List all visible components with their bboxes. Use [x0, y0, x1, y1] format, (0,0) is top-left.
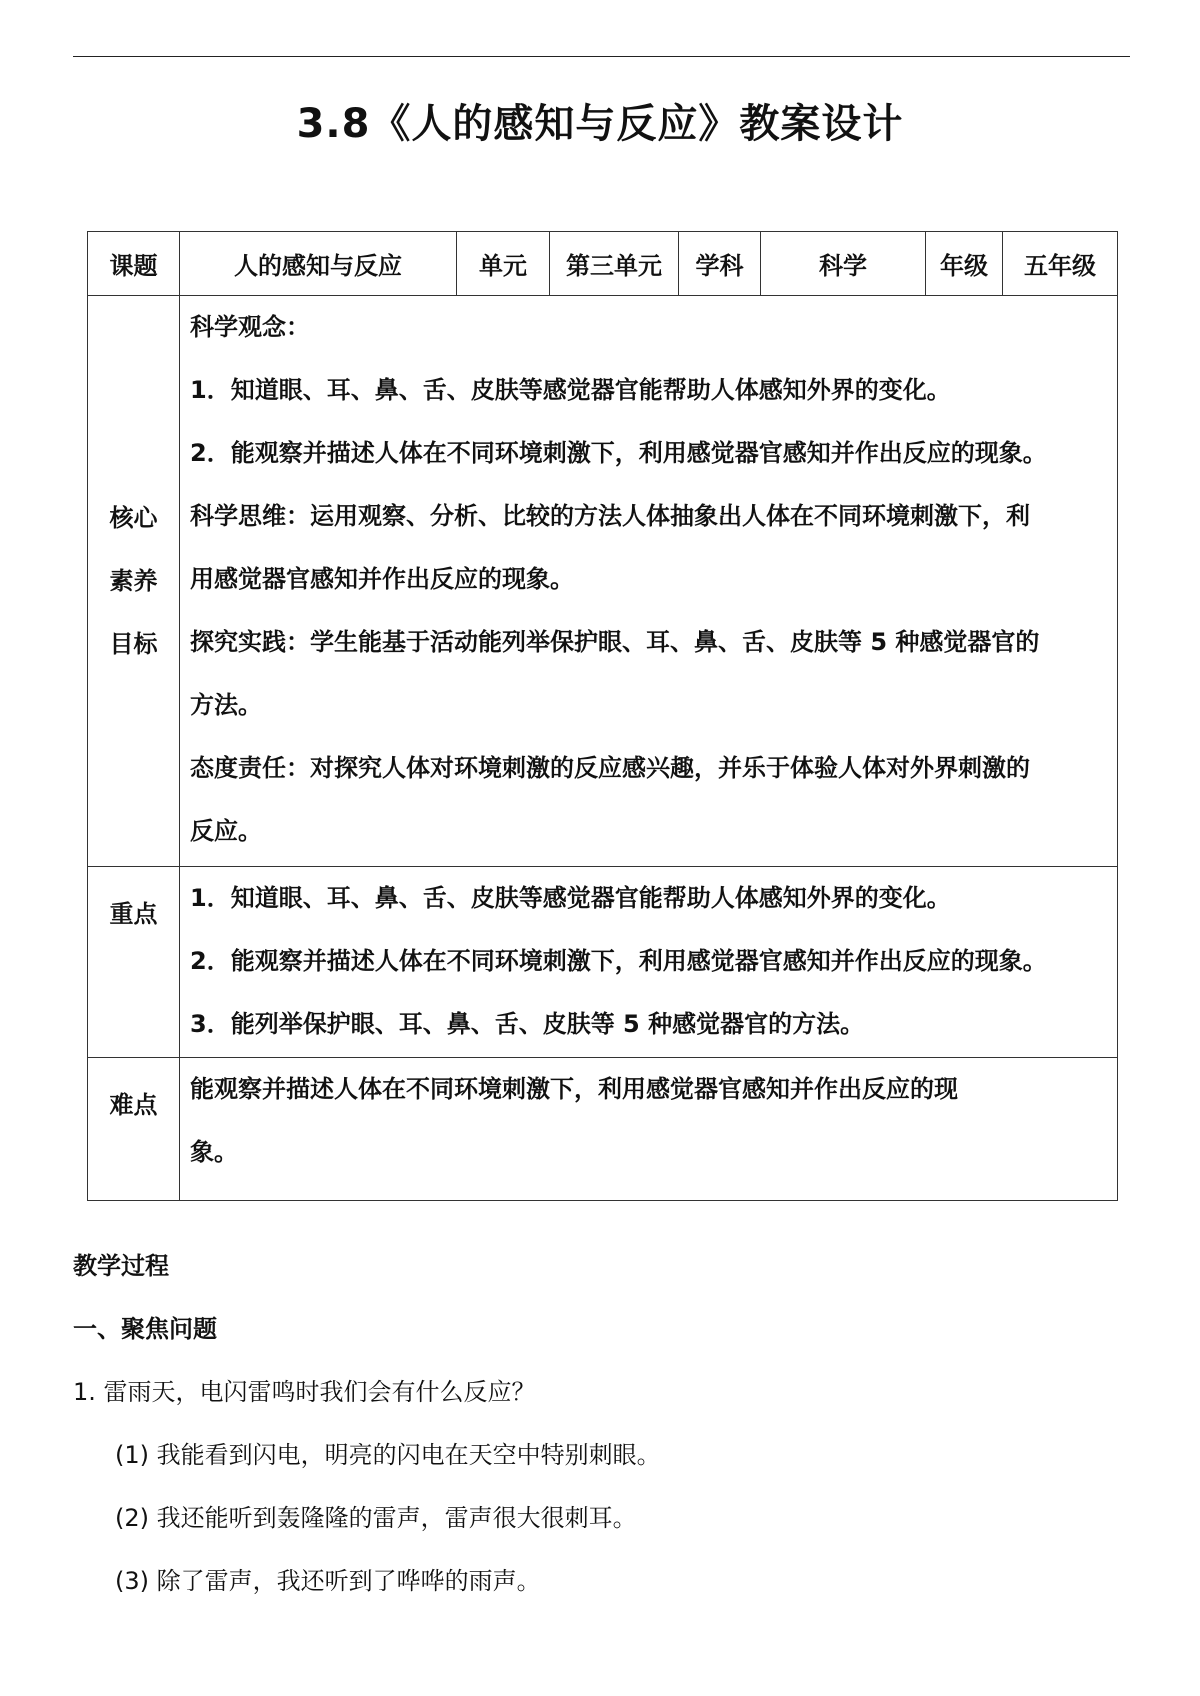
core-goal-line: 2．能观察并描述人体在不同环境刺激下，利用感觉器官感知并作出反应的现象。: [190, 439, 1047, 467]
key-point-line: 2．能观察并描述人体在不同环境刺激下，利用感觉器官感知并作出反应的现象。: [190, 947, 1047, 975]
key-points-row: [88, 867, 1118, 1058]
key-point-line: 3．能列举保护眼、耳、鼻、舌、皮肤等 5 种感觉器官的方法。: [190, 1010, 865, 1038]
core-goal-line: 探究实践：学生能基于活动能列举保护眼、耳、鼻、舌、皮肤等 5 种感觉器官的: [190, 628, 1040, 656]
grade-label: 年级: [926, 232, 1003, 296]
lesson-plan-table: [87, 231, 1118, 1201]
answer-item: (1) 我能看到闪电，明亮的闪电在天空中特别刺眼。: [115, 1441, 661, 1469]
core-goals-label-line: 目标: [109, 629, 158, 658]
core-goals-content: [180, 296, 1118, 867]
core-goal-line: 反应。: [190, 817, 262, 845]
core-goal-line: 科学观念：: [190, 313, 310, 341]
difficulty-line: 象。: [190, 1138, 238, 1166]
difficulty-line: 能观察并描述人体在不同环境刺激下，利用感觉器官感知并作出反应的现: [190, 1075, 958, 1103]
question-item: 1. 雷雨天，电闪雷鸣时我们会有什么反应？: [73, 1378, 536, 1406]
discipline-value: 科学: [761, 232, 926, 296]
grade-value: 五年级: [1003, 232, 1118, 296]
key-point-line: 1．知道眼、耳、鼻、舌、皮肤等感觉器官能帮助人体感知外界的变化。: [190, 884, 951, 912]
header-rule: [73, 56, 1130, 57]
discipline-label: 学科: [679, 232, 761, 296]
core-goal-line: 科学思维：运用观察、分析、比较的方法人体抽象出人体在不同环境刺激下，利: [190, 502, 1030, 530]
core-goal-line: 用感觉器官感知并作出反应的现象。: [190, 565, 574, 593]
key-points-label-text: 重点: [109, 900, 158, 928]
subject-title-value: 人的感知与反应: [180, 232, 457, 296]
key-points-content: [180, 867, 1118, 1058]
unit-label: 单元: [457, 232, 550, 296]
difficulty-content: [180, 1058, 1118, 1201]
section-heading: 一、聚焦问题: [73, 1315, 217, 1343]
table-header-row: [88, 232, 1118, 296]
core-goals-label: [88, 296, 180, 867]
core-goals-row: [88, 296, 1118, 867]
core-goal-line: 态度责任：对探究人体对环境刺激的反应感兴趣，并乐于体验人体对外界刺激的: [190, 754, 1030, 782]
process-heading: 教学过程: [73, 1252, 169, 1280]
unit-value: 第三单元: [550, 232, 679, 296]
core-goal-line: 方法。: [190, 691, 262, 719]
difficulty-label-text: 难点: [109, 1091, 158, 1119]
difficulty-label: [88, 1058, 180, 1201]
core-goals-label-line: 素养: [109, 566, 158, 595]
difficulty-row: [88, 1058, 1118, 1201]
key-points-label: [88, 867, 180, 1058]
core-goals-label-line: 核心: [109, 503, 158, 532]
answer-item: (3) 除了雷声，我还听到了哗哗的雨声。: [115, 1567, 541, 1595]
answer-item: (2) 我还能听到轰隆隆的雷声，雷声很大很刺耳。: [115, 1504, 637, 1532]
subject-title-label: 课题: [88, 232, 180, 296]
document-title: 3.8《人的感知与反应》教案设计: [296, 101, 904, 147]
core-goal-line: 1．知道眼、耳、鼻、舌、皮肤等感觉器官能帮助人体感知外界的变化。: [190, 376, 951, 404]
